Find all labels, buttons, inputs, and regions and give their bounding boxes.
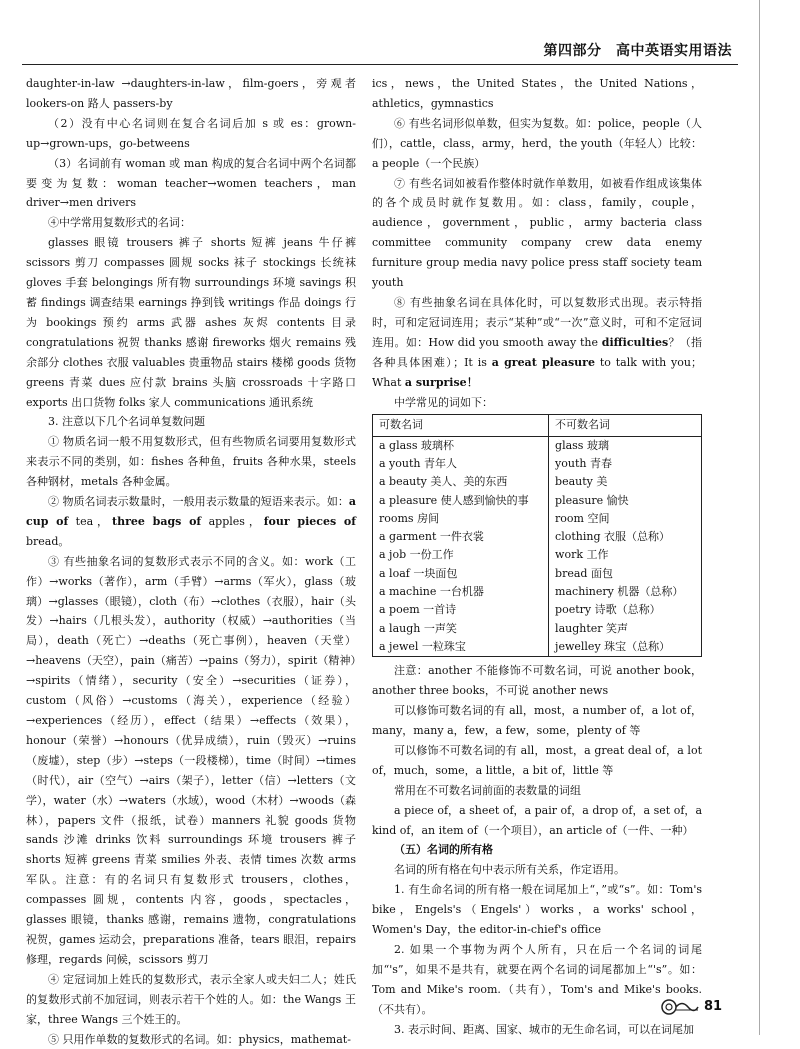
page-header bbox=[22, 34, 738, 65]
paragraph-text: to talk with you；What bbox=[372, 356, 702, 389]
paragraph: ⑦ 有些名词如被看作整体时就作单数用，如被看作组成该集体的各个成员时就作复数用。如：class，family，couple，audience，government，public，army bacteria class committee community company crew data enemy furniture group media navy police press staff society team youth bbox=[372, 174, 702, 293]
bold-example: a great pleasure bbox=[492, 356, 595, 369]
table-row bbox=[373, 492, 702, 510]
paragraph: （3）名词前有 woman 或 man 构成的复合名词中两个名词都要变为复数：woman teacher→women teachers，man driver→men drivers bbox=[26, 154, 356, 214]
table-row bbox=[373, 473, 702, 491]
table-row bbox=[373, 510, 702, 528]
page-number-text: 81 bbox=[704, 999, 722, 1014]
table-row bbox=[373, 455, 702, 473]
paragraph: 2. 如果一个事物为两个人所有，只在后一个名词的词尾加“'s”，如果不是共有，就要在两个名词的词尾都加上“'s”。如：Tom and Mike's room.（共有），Tom's and Mike's books.（不共有）。 bbox=[372, 940, 702, 1020]
example-text: apples， bbox=[201, 515, 264, 528]
table-cell: beauty 美 bbox=[549, 473, 702, 491]
right-column bbox=[372, 74, 702, 1039]
section-heading: 3. 注意以下几个名词单复数问题 bbox=[26, 412, 356, 432]
table-cell: work 工作 bbox=[549, 546, 702, 564]
paragraph-text: ？（指各种具体困难）；It is bbox=[372, 336, 702, 369]
paragraph: ics，news，the United States，the United Nations，athletics，gymnastics bbox=[372, 74, 702, 114]
paragraph: glasses 眼镜 trousers 裤子 shorts 短裤 jeans 牛仔裤 scissors 剪刀 compasses 圆规 socks 袜子 stockings 长统袜 gloves 手套 belongings 所有物 surroundings 环境 savings 积蓄 findings 调查结果 earnings 挣到钱 writings 作品 doings 行为 bookings 预约 arms 武器 ashes 灰烬 contents 目录 congratulations 祝贺 thanks 感谢 fireworks 烟火 remains 残余部分 clothes 衣服 valuables 贵重物品 stairs 楼梯 goods 货物 greens 青菜 dues 应付款 brains 头脑 crossroads 十字路口 exports 出口货物 folks 家人 communications 通讯系统 bbox=[26, 233, 356, 412]
table-cell: glass 玻璃 bbox=[549, 436, 702, 455]
example-text: tea， bbox=[68, 515, 112, 528]
table-cell: youth 青春 bbox=[549, 455, 702, 473]
header-title: 第四部分 高中英语实用语法 bbox=[544, 40, 733, 60]
table-cell: a pleasure 使人感到愉快的事 bbox=[373, 492, 549, 510]
bold-example: a surprise bbox=[405, 376, 467, 389]
example-text: bread。 bbox=[26, 535, 69, 548]
paragraph: ⑥ 有些名词形似单数，但实为复数。如：police，people（人们），cattle，class，army，herd，the youth（年轻人）比较：a people（一个民族） bbox=[372, 114, 702, 174]
table-cell: rooms 房间 bbox=[373, 510, 549, 528]
paragraph: ④中学常用复数形式的名词： bbox=[26, 213, 356, 233]
paragraph: 3. 表示时间、距离、国家、城市的无生命名词，可以在词尾加 bbox=[372, 1020, 702, 1040]
table-intro: 中学常见的词如下： bbox=[372, 393, 702, 413]
table-cell: jewelley 珠宝（总称） bbox=[549, 638, 702, 657]
table-cell: a machine 一台机器 bbox=[373, 583, 549, 601]
table-cell: a jewel 一粒珠宝 bbox=[373, 638, 549, 657]
table-row bbox=[373, 546, 702, 564]
paragraph: ③ 有些抽象名词的复数形式表示不同的含义。如：work（工作）→works（著作），arm（手臂）→arms（军火），glass（玻璃）→glasses（眼镜），cloth（布）→clothes（衣服），hair（头发）→hairs（几根头发），authority（权威）→authorities（当局），death（死亡）→deaths（死亡事例），heaven（天堂）→heavens（天空），pain（痛苦）→pains（努力），spirit（精神）→spirits（情绪），security（安全）→securities（证券），custom（风俗）→customs（海关），experience（经验）→experiences（经历），effect（结果）→effects（效果），honour（荣誉）→honours（优异成绩），ruin（毁灭）→ruins（废墟），step（步）→steps（一段楼梯），time（时间）→times（时代），air（空气）→airs（架子），letter（信）→letters（文学），water（水）→waters（水域），wood（木材）→woods（森林），papers 文件（报纸，试卷）manners 礼貌 goods 货物 sands 沙滩 drinks 饮料 surroundings 环境 trousers 裤子 shorts 短裤 greens 青菜 smilies 外表、表情 times 次数 arms 军队。注意：有的名词只有复数形式 trousers，clothes，compasses 圆规，contents 内容，goods，spectacles，glasses 眼镜，thanks 感谢，remains 遗物，congratulations 祝贺，games 运动会，preparations 准备，tears 眼泪，repairs 修理，regards 问候，scissors 剪刀 bbox=[26, 552, 356, 970]
paragraph: （2）没有中心名词则在复合名词后加 s 或 es：grown-up→grown-ups，go-betweens bbox=[26, 114, 356, 154]
scan-edge-line bbox=[759, 0, 760, 1035]
bold-example: a cup of bbox=[26, 495, 356, 528]
table-cell: clothing 衣服（总称） bbox=[549, 528, 702, 546]
table-cell: a garment 一件衣裳 bbox=[373, 528, 549, 546]
paragraph: a piece of，a sheet of，a pair of，a drop of，a set of，a kind of，an item of（一个项目），an article of（一件、一种） bbox=[372, 801, 702, 841]
paragraph: 可以修饰不可数名词的有 all，most，a great deal of，a lot of，much，some，a little，a bit of，little 等 bbox=[372, 741, 702, 781]
page-ornament-icon bbox=[660, 998, 700, 1016]
paragraph: ④ 定冠词加上姓氏的复数形式，表示全家人或夫妇二人；姓氏的复数形式前不加冠词，则表示若干个姓的人。如：the Wangs 王家，three Wangs 三个姓王的。 bbox=[26, 970, 356, 1030]
paragraph: 可以修饰可数名词的有 all，most，a number of，a lot of，many，many a，few，a few，some，plenty of 等 bbox=[372, 701, 702, 741]
table-cell: a job 一份工作 bbox=[373, 546, 549, 564]
table-row bbox=[373, 565, 702, 583]
table-cell: a glass 玻璃杯 bbox=[373, 436, 549, 455]
bold-example: ！ bbox=[467, 376, 478, 389]
table-cell: a beauty 美人、美的东西 bbox=[373, 473, 549, 491]
paragraph: 名词的所有格在句中表示所有关系，作定语用。 bbox=[372, 860, 702, 880]
section-heading: （五）名词的所有格 bbox=[372, 840, 702, 860]
table-row bbox=[373, 583, 702, 601]
table-cell: a youth 青年人 bbox=[373, 455, 549, 473]
table-row bbox=[373, 601, 702, 619]
table-header: 不可数名词 bbox=[549, 415, 702, 436]
table-cell: machinery 机器（总称） bbox=[549, 583, 702, 601]
paragraph-text: ② 物质名词表示数量时，一般用表示数量的短语来表示。如： bbox=[48, 495, 349, 508]
table-cell: a loaf 一块面包 bbox=[373, 565, 549, 583]
table-row bbox=[373, 528, 702, 546]
paragraph-text: ⑧ 有些抽象名词在具体化时，可以复数形式出现。表示特指时，可和定冠词连用；表示“某种”或“一次”意义时，可和不定冠词连用。如：How did you smooth away the bbox=[372, 296, 702, 349]
paragraph: daughter-in-law →daughters-in-law，film-goers，旁观者 lookers-on 路人 passers-by bbox=[26, 74, 356, 114]
table-row bbox=[373, 436, 702, 455]
table-row bbox=[373, 620, 702, 638]
page-number bbox=[660, 996, 722, 1018]
table-cell: room 空间 bbox=[549, 510, 702, 528]
table-cell: pleasure 愉快 bbox=[549, 492, 702, 510]
paragraph: ① 物质名词一般不用复数形式，但有些物质名词要用复数形式来表示不同的类别，如：fishes 各种鱼，fruits 各种水果，steels 各种钢材，metals 各种金属。 bbox=[26, 432, 356, 492]
bold-example: four pieces of bbox=[264, 515, 356, 528]
paragraph bbox=[26, 492, 356, 552]
paragraph: 注意：another 不能修饰不可数名词，可说 another book，another three books，不可说 another news bbox=[372, 661, 702, 701]
table-cell: a laugh 一声笑 bbox=[373, 620, 549, 638]
countable-uncountable-table bbox=[372, 414, 702, 657]
table-cell: a poem 一首诗 bbox=[373, 601, 549, 619]
table-row bbox=[373, 638, 702, 657]
bold-example: three bags of bbox=[112, 515, 201, 528]
paragraph: ⑤ 只用作单数的复数形式的名词。如：physics，mathemat- bbox=[26, 1030, 356, 1049]
table-cell: laughter 笑声 bbox=[549, 620, 702, 638]
paragraph bbox=[372, 293, 702, 393]
paragraph: 常用在不可数名词前面的表数量的词组 bbox=[372, 781, 702, 801]
table-header-row bbox=[373, 415, 702, 436]
paragraph: 1. 有生命名词的所有格一般在词尾加上“，”或“s”。如：Tom's bike，Engels's（Engels'）works，a works' school，Women's Day，the editor-in-chief's office bbox=[372, 880, 702, 940]
left-column bbox=[26, 74, 356, 1049]
bold-example: difficulties bbox=[602, 336, 668, 349]
table-cell: poetry 诗歌（总称） bbox=[549, 601, 702, 619]
table-cell: bread 面包 bbox=[549, 565, 702, 583]
table-header: 可数名词 bbox=[373, 415, 549, 436]
